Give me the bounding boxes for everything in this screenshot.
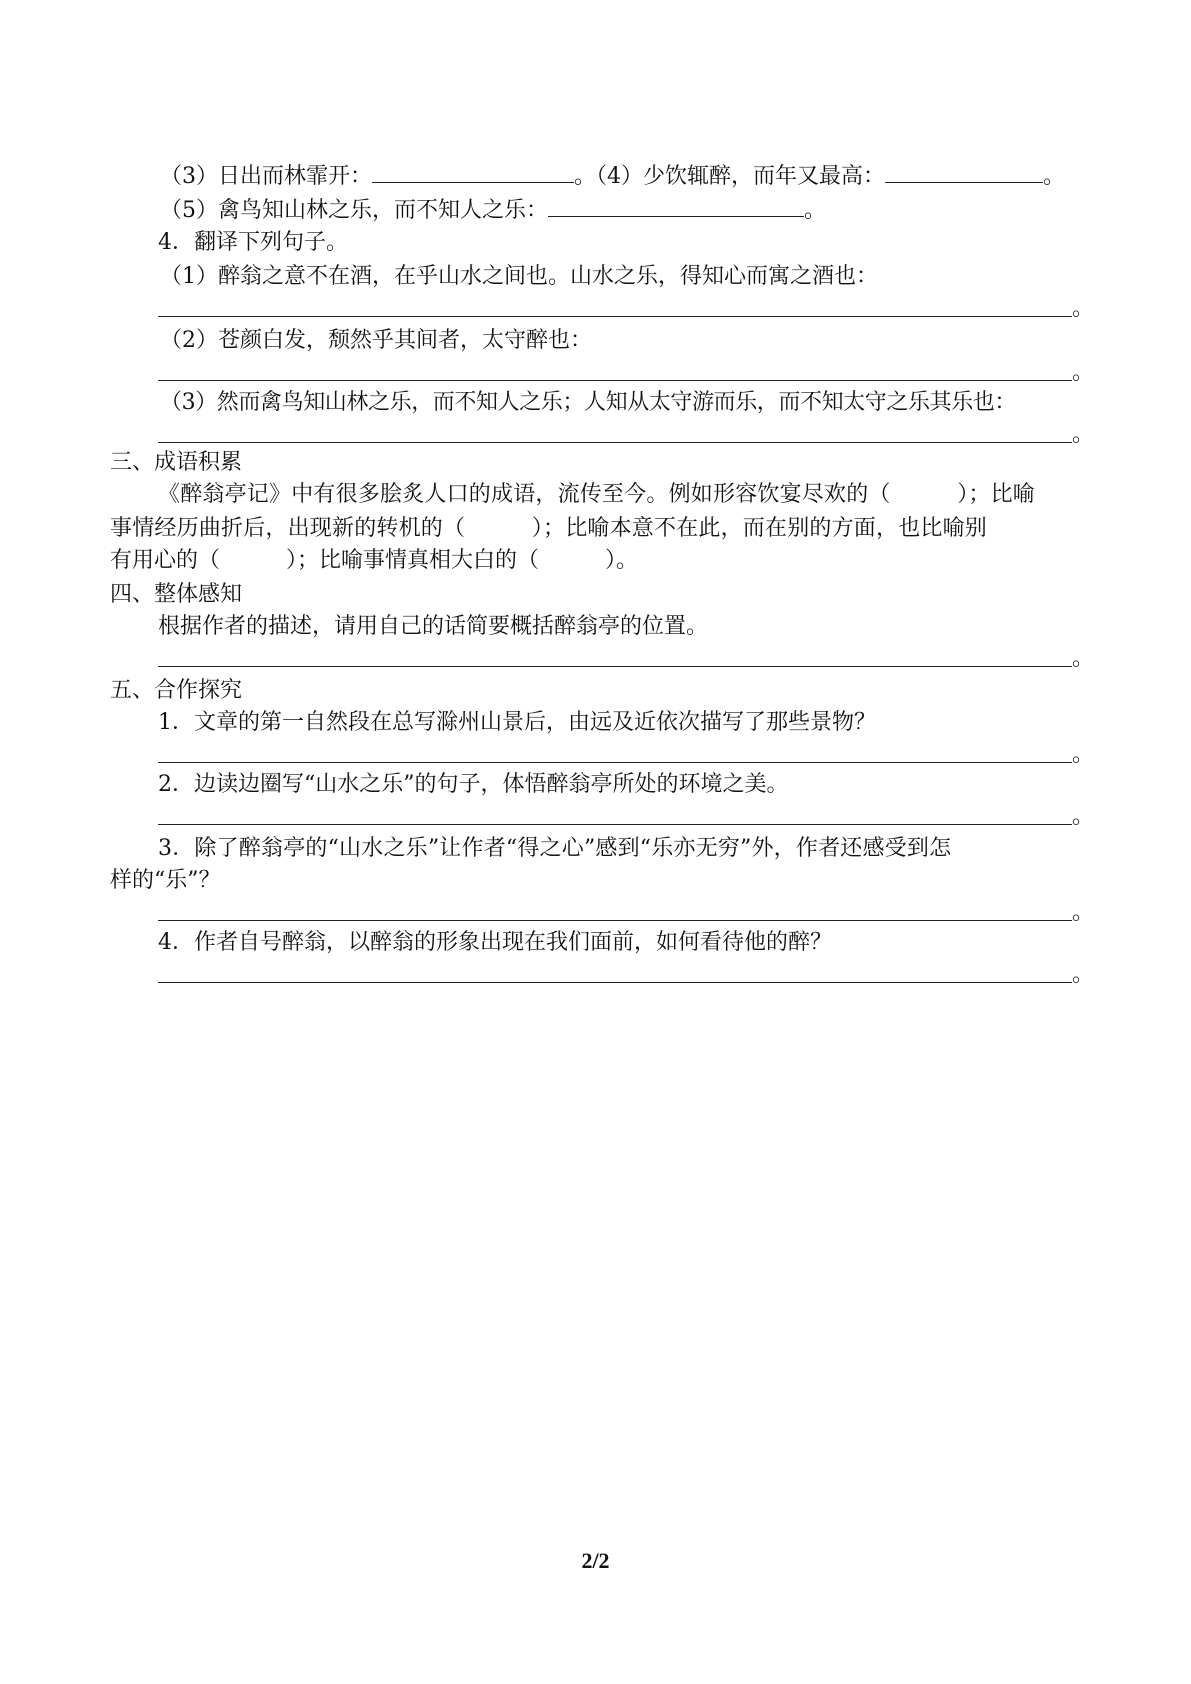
section-5-question-1-answer-line[interactable] <box>158 762 1072 763</box>
section-3-line-3: 有用心的（ ）；比喻事情真相大白的（ ）。 <box>110 548 639 573</box>
section-5-question-1: 1．文章的第一自然段在总写滁州山景后，由远及近依次描写了那些景物？ <box>158 710 876 735</box>
fill-item-3-label: （3）日出而林霏开： <box>160 164 372 189</box>
translate-item-3: （3）然而禽鸟知山林之乐，而不知人之乐；人知从太守游而乐，而不知太守之乐其乐也： <box>160 390 1017 415</box>
translate-item-2: （2）苍颜白发，颓然乎其间者，太守醉也： <box>160 328 592 353</box>
section-3-heading: 三、成语积累 <box>110 450 243 475</box>
section-3-line-1: 《醉翁亭记》中有很多脍炙人口的成语，流传至今。例如形容饮宴尽欢的（ ）；比喻 <box>158 482 1036 507</box>
section-4-end: 。 <box>1072 646 1095 671</box>
section-5-question-1-end: 。 <box>1072 742 1095 767</box>
fill-item-4-end: 。 <box>1043 164 1066 189</box>
translate-item-2-end: 。 <box>1072 360 1095 385</box>
fill-item-3-end: 。 <box>574 164 597 189</box>
translate-item-3-end: 。 <box>1072 422 1095 447</box>
translate-item-2-answer-line[interactable] <box>158 380 1072 381</box>
translate-item-1-end: 。 <box>1072 296 1095 321</box>
section-5-question-2-answer-line[interactable] <box>158 824 1072 825</box>
section-5-question-4: 4．作者自号醉翁，以醉翁的形象出现在我们面前，如何看待他的醉？ <box>158 930 832 955</box>
section-5-question-3-end: 。 <box>1072 900 1095 925</box>
fill-item-row-3-4 <box>160 162 1065 192</box>
fill-item-5-label: （5）禽鸟知山林之乐，而不知人之乐： <box>160 198 548 223</box>
translate-item-3-answer-line[interactable] <box>158 442 1072 443</box>
translate-item-1: （1）醉翁之意不在酒，在乎山水之间也。山水之乐，得知心而寓之酒也： <box>160 264 878 289</box>
fill-item-3-blank[interactable] <box>372 162 574 183</box>
translate-item-1-answer-line[interactable] <box>158 316 1072 317</box>
section-4-answer-line[interactable] <box>158 666 1072 667</box>
section-5-question-3-line-1: 3．除了醉翁亭的“山水之乐”让作者“得之心”感到“乐亦无穷”外，作者还感受到怎 <box>158 836 952 861</box>
section-4-heading: 四、整体感知 <box>110 582 243 607</box>
section-5-heading: 五、合作探究 <box>110 678 243 703</box>
section-5-question-2-end: 。 <box>1072 804 1095 829</box>
section-5-question-3-answer-line[interactable] <box>158 920 1072 921</box>
fill-item-4-label: （4）少饮辄醉，而年又最高： <box>596 164 886 189</box>
fill-item-row-5 <box>160 196 826 226</box>
section-5-question-2: 2．边读边圈写“山水之乐”的句子，体悟醉翁亭所处的环境之美。 <box>158 772 789 797</box>
section-5-question-4-answer-line[interactable] <box>158 982 1072 983</box>
fill-item-5-end: 。 <box>804 198 827 223</box>
page-number: 2/2 <box>581 1548 610 1573</box>
section-5-question-4-end: 。 <box>1072 962 1095 987</box>
fill-item-4-blank[interactable] <box>885 162 1043 183</box>
fill-item-5-blank[interactable] <box>548 196 804 217</box>
translate-heading: 4．翻译下列句子。 <box>158 230 348 255</box>
section-3-line-2: 事情经历曲折后，出现新的转机的（ ）；比喻本意不在此，而在别的方面，也比喻别 <box>110 516 988 541</box>
section-5-question-3-line-2: 样的“乐”？ <box>110 868 221 893</box>
section-4-prompt: 根据作者的描述，请用自己的话简要概括醉翁亭的位置。 <box>158 614 709 639</box>
